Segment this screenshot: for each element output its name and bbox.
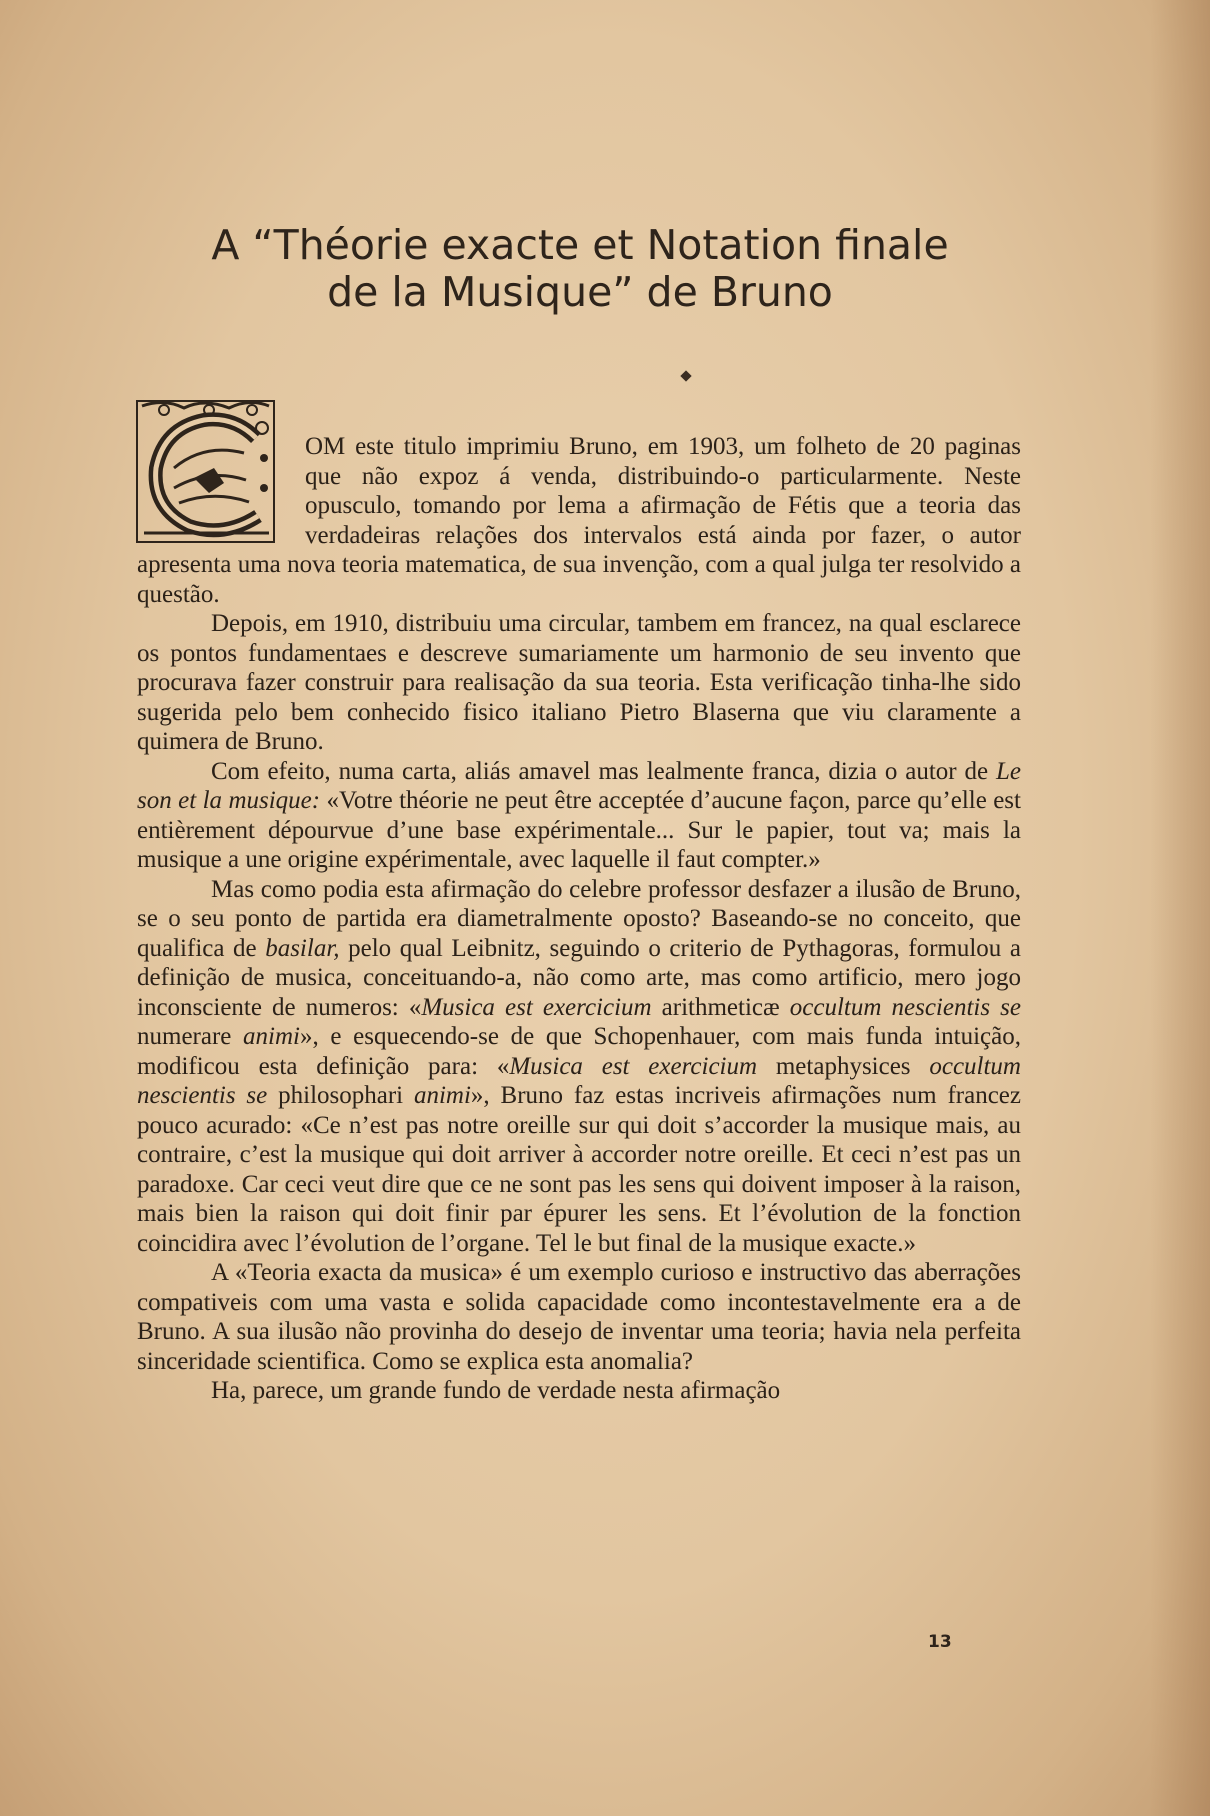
italic-text: animi — [413, 1082, 471, 1109]
text-run: OM este titulo imprimiu Bruno, em 1903, um folheto de 20 paginas que não expoz á venda, distribuindo-o particularmente. Neste opusculo, tomando por lema a afirmação de Fétis que a teoria das verdadeiras relações dos intervalos está ainda por fazer, o autor apresenta uma nova teoria matematica, de sua invenção, com a qual julga ter resolvido a questão. — [137, 433, 1021, 608]
paragraph — [137, 1376, 1021, 1406]
ornament-dot — [680, 370, 691, 381]
text-run: Depois, em 1910, distribuiu uma circular, tambem em francez, na qual esclarece os pontos fundamentaes e descreve sumariamente um harmonio de seu invento que procurava fazer construir para realisação da sua teoria. Esta verificação tinha-lhe sido sugerida pelo bem conhecido fisico italiano Pietro Blaserna que viu claramente a quimera de Bruno. — [137, 610, 1021, 755]
text-run: A «Teoria exacta da musica» é um exemplo curioso e instructivo das aberrações compativeis com uma vasta e solida capacidade como incontestavelmente era a de Bruno. A sua ilusão não provinha do desejo de inventar uma teoria; havia nela perfeita sinceridade scientifica. Como se explica esta anomalia? — [137, 1259, 1021, 1375]
text-run: «Votre théorie ne peut être acceptée d’aucune façon, parce qu’elle est entièrement dépourvue d’une base expérimentale... Sur le papier, tout va; mais la musique a une origine expérimentale, avec laquelle il faut compter.» — [137, 787, 1021, 873]
italic-text: basilar, — [265, 934, 340, 962]
page-edge-shadow — [1150, 0, 1210, 1816]
italic-text: occultum nescientis se — [137, 1052, 1021, 1109]
text-run: pelo qual Leibnitz, seguindo o criterio de Pythagoras, formulou a definição de musica, conceituando-a, não como arte, mas como artificio, mero jogo inconsciente de numeros: « — [137, 934, 1021, 1021]
text-run: », e esquecendo-se de que Schopenhauer, com mais funda intuição, modificou esta definição para: « — [137, 1023, 1021, 1080]
paragraph — [137, 1258, 1021, 1376]
paragraph — [137, 609, 1021, 757]
text-run: Mas como podia esta afirmação do celebre professor desfazer a ilusão de Bruno, se o seu ponto de partida era diametralmente oposto? Baseando-se no conceito, que qualifica de — [137, 875, 1021, 962]
text-run: », Bruno faz estas incriveis afirmações num francez pouco acurado: «Ce n’est pas notre oreille sur qui doit s’accorder la musique mais, au contraire, c’est la musique qui doit arriver à accorder notre oreille. Et ceci n’est pas un paradoxe. Car ceci veut dire que ce ne sont pas les sens qui doivent imposer à la raison, mais bien la raison qui doit finir par épurer les sens. Et l’évolution de la fonction coincidira avec l’évolution de l’organe. Tel le but final de la musique exacte.» — [137, 1082, 1021, 1257]
text-run: Com efeito, numa carta, aliás amavel mas lealmente franca, dizia o autor de — [211, 757, 996, 785]
text-run: arithmeticæ — [651, 993, 790, 1021]
initial-spacer — [137, 432, 305, 550]
text-run: numerare — [137, 1023, 244, 1050]
paragraph — [137, 757, 1021, 875]
title-line-1: A “Théorie exacte et Notation finale — [211, 221, 949, 269]
text-run: Ha, parece, um grande fundo de verdade nesta afirmação — [211, 1377, 781, 1404]
italic-text: animi — [243, 1023, 300, 1050]
article-title — [140, 222, 1020, 316]
text-run: metaphysices — [757, 1052, 930, 1080]
italic-text: occultum nescientis se — [789, 993, 1021, 1021]
paragraph — [137, 875, 1021, 1259]
italic-text: Musica est exercicium — [509, 1052, 758, 1080]
paragraph-opening — [137, 432, 1021, 609]
italic-text: Le son et la musique: — [137, 757, 1021, 814]
italic-text: Musica est exercicium — [421, 993, 652, 1021]
title-line-2: de la Musique” de Bruno — [327, 268, 833, 316]
page-number: 13 — [928, 1632, 952, 1652]
article-body — [137, 432, 1021, 1406]
text-run: philosophari — [267, 1082, 414, 1109]
